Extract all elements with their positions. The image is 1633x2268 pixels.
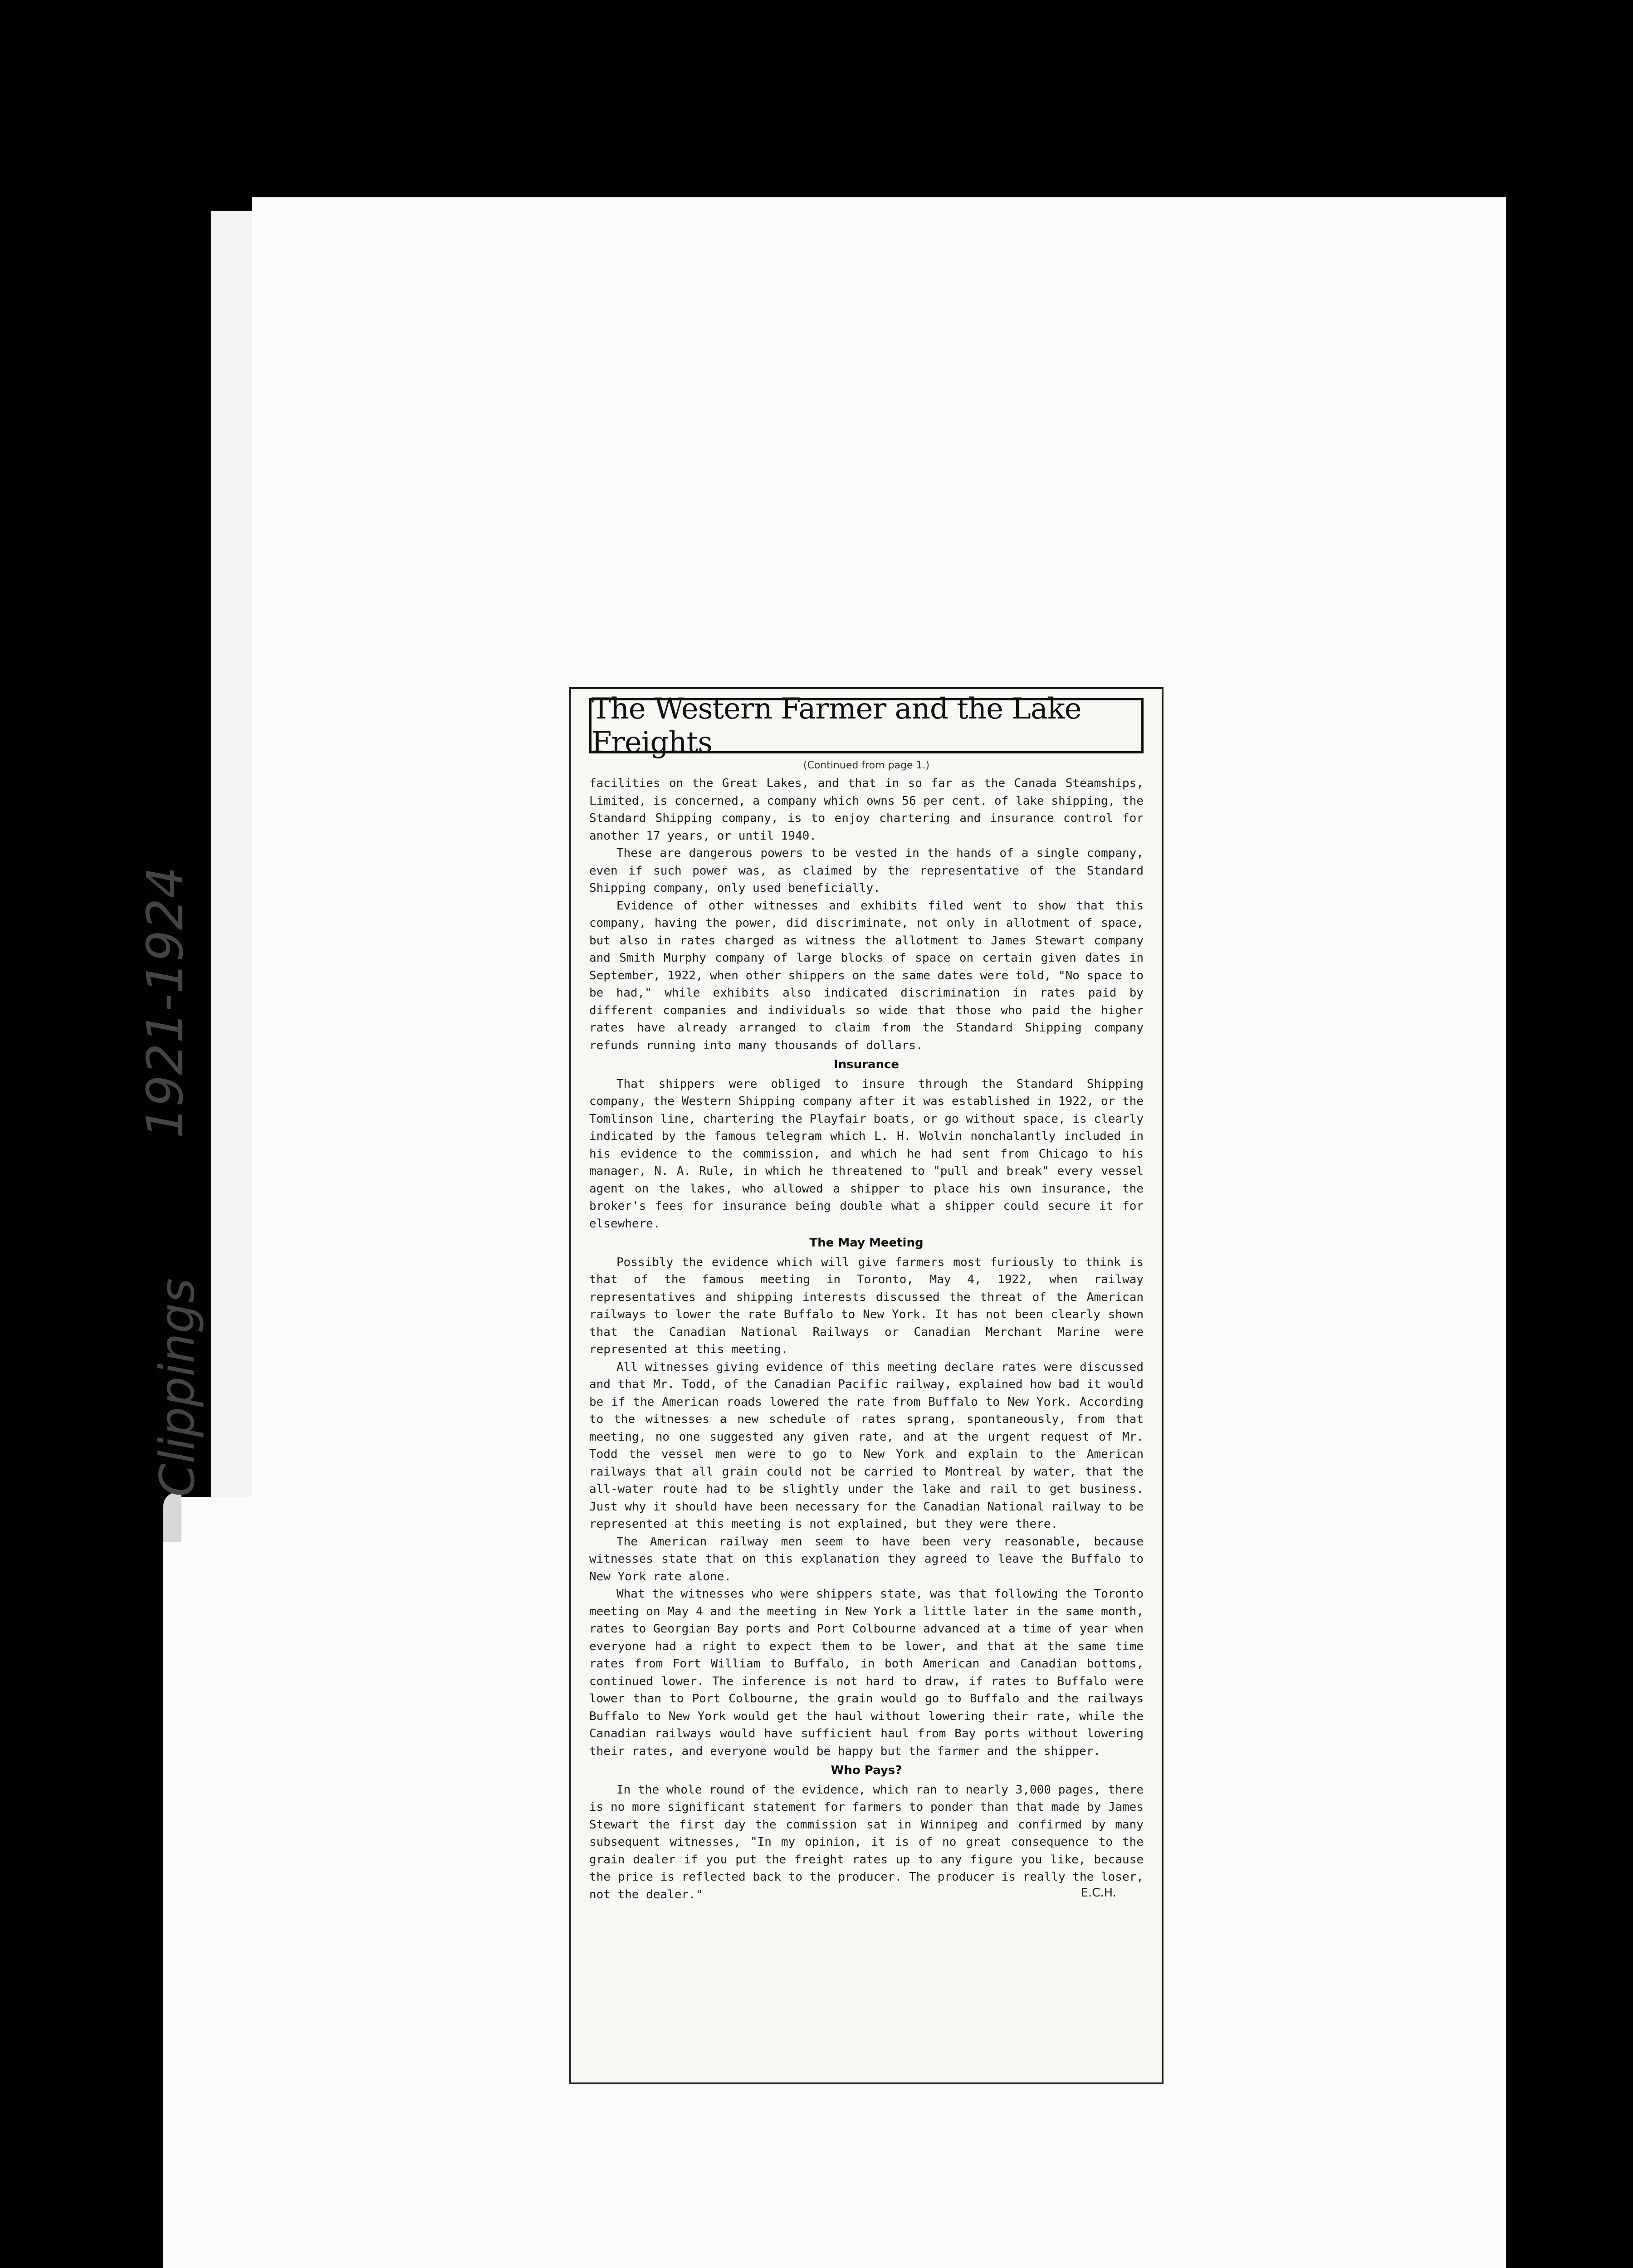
section-heading: Insurance: [833, 1058, 900, 1071]
handwritten-category: Clippings: [150, 1278, 205, 1497]
paragraph: All witnesses giving evidence of this meeting declare rates were discussed and that Mr. Todd, of the Canadian Pacific railway, explained how bad it would be if the American roads lowered the rate from Buffalo to New York. According to the witnesses a new schedule of rates sprang, spontaneously, from that meeting, no one suggested any given rate, and at the urgent request of Mr. Todd the vessel men were to go to New York and explain to the American railways that all grain could not be carried to Montreal by water, that the all-water route had to be slightly under the lake and rail to get business. Just why it should have been necessary for the Canadian National railway to be represented at this meeting is not explained, but they were there.: [589, 1360, 1144, 1531]
paragraph: facilities on the Great Lakes, and that in so far as the Canada Steamships, Limited, is concerned, a company which owns 56 per cent. of lake shipping, the Standard Shipping company, is to enjoy chartering and insurance control for another 17 years, or until 1940.: [589, 777, 1144, 843]
handwritten-date-range: 1921-1924: [136, 866, 194, 1139]
paragraph: Possibly the evidence which will give farmers most furiously to think is that of the famous meeting in Toronto, May 4, 1922, when railway representatives and shipping interests discussed the threat of the American railways to lower the rate Buffalo to New York. It has not been clearly shown that the Canadian National Railways or Canadian Merchant Marine were represented at this meeting.: [589, 1255, 1144, 1356]
headline: The Western Farmer and the Lake Freights: [592, 692, 1081, 759]
continued-note: (Continued from page 1.): [803, 760, 930, 771]
paragraph: These are dangerous powers to be vested in the hands of a single company, even if such power was, as claimed by the representative of the Standard Shipping company, only used beneficially.: [589, 846, 1144, 895]
paragraph: The American railway men seem to have been very reasonable, because witnesses state that on this explanation they agreed to leave the Buffalo to New York rate alone.: [589, 1535, 1144, 1584]
paragraph: That shippers were obliged to insure through the Standard Shipping company, the Western Shipping company after it was established in 1922, or the Tomlinson line, chartering the Playfair boats, or go without space, is clearly indicated by the famous telegram which L. H. Wolvin nonchalantly included in his evidence to the commission, and which he had sent from Chicago to his manager, N. A. Rule, in which he threatened to "pull and break" every vessel agent on the lakes, who allowed a shipper to place his own insurance, the broker's fees for insurance being double what a shipper could secure it for elsewhere.: [589, 1077, 1144, 1231]
paragraph: Evidence of other witnesses and exhibits filed went to show that this company, having the power, did discriminate, not only in allotment of space, but also in rates charged as witness the allotment to James Stewart company and Smith Murphy company of large blocks of space on certain given dates in September, 1922, when other shippers on the same dates were told, "No space to be had," while exhibits also indicated discrimination in rates paid by different companies and individuals so wide that those who paid the higher rates have already arranged to claim from the Standard Shipping company refunds running into many thousands of dollars.: [589, 899, 1144, 1052]
article-body: [589, 775, 1144, 1903]
paragraph: In the whole round of the evidence, which ran to nearly 3,000 pages, there is no more significant statement for farmers to ponder than that made by James Stewart the first day the commission sat in Winnipeg and confirmed by many subsequent witnesses, "In my opinion, it is of no great consequence to the grain dealer if you put the freight rates up to any figure you like, because the price is reflected back to the producer. The producer is really the loser, not the dealer.": [589, 1783, 1144, 1901]
section-heading: Who Pays?: [831, 1764, 902, 1777]
author-initials: E.C.H.: [1081, 1886, 1116, 1900]
section-heading: The May Meeting: [809, 1236, 924, 1250]
newspaper-clipping: [569, 687, 1164, 2084]
folder-tab: [163, 1497, 268, 2268]
headline-box: [589, 692, 1144, 759]
folder-tab-shade: [163, 1492, 181, 1542]
paragraph: What the witnesses who were shippers state, was that following the Toronto meeting on May 4 and the meeting in New York a little later in the same month, rates to Georgian Bay ports and Port Colbourne advanced at a time of year when everyone had a right to expect them to be lower, and that at the same time rates from Fort William to Buffalo, in both American and Canadian bottoms, continued lower. The inference is not hard to draw, if rates to Buffalo were lower than to Port Colbourne, the grain would go to Buffalo and the railways Buffalo to New York would get the haul without lowering their rate, while the Canadian railways would have sufficient haul from Bay ports without lowering their rates, and everyone would be happy but the farmer and the shipper.: [589, 1587, 1144, 1758]
